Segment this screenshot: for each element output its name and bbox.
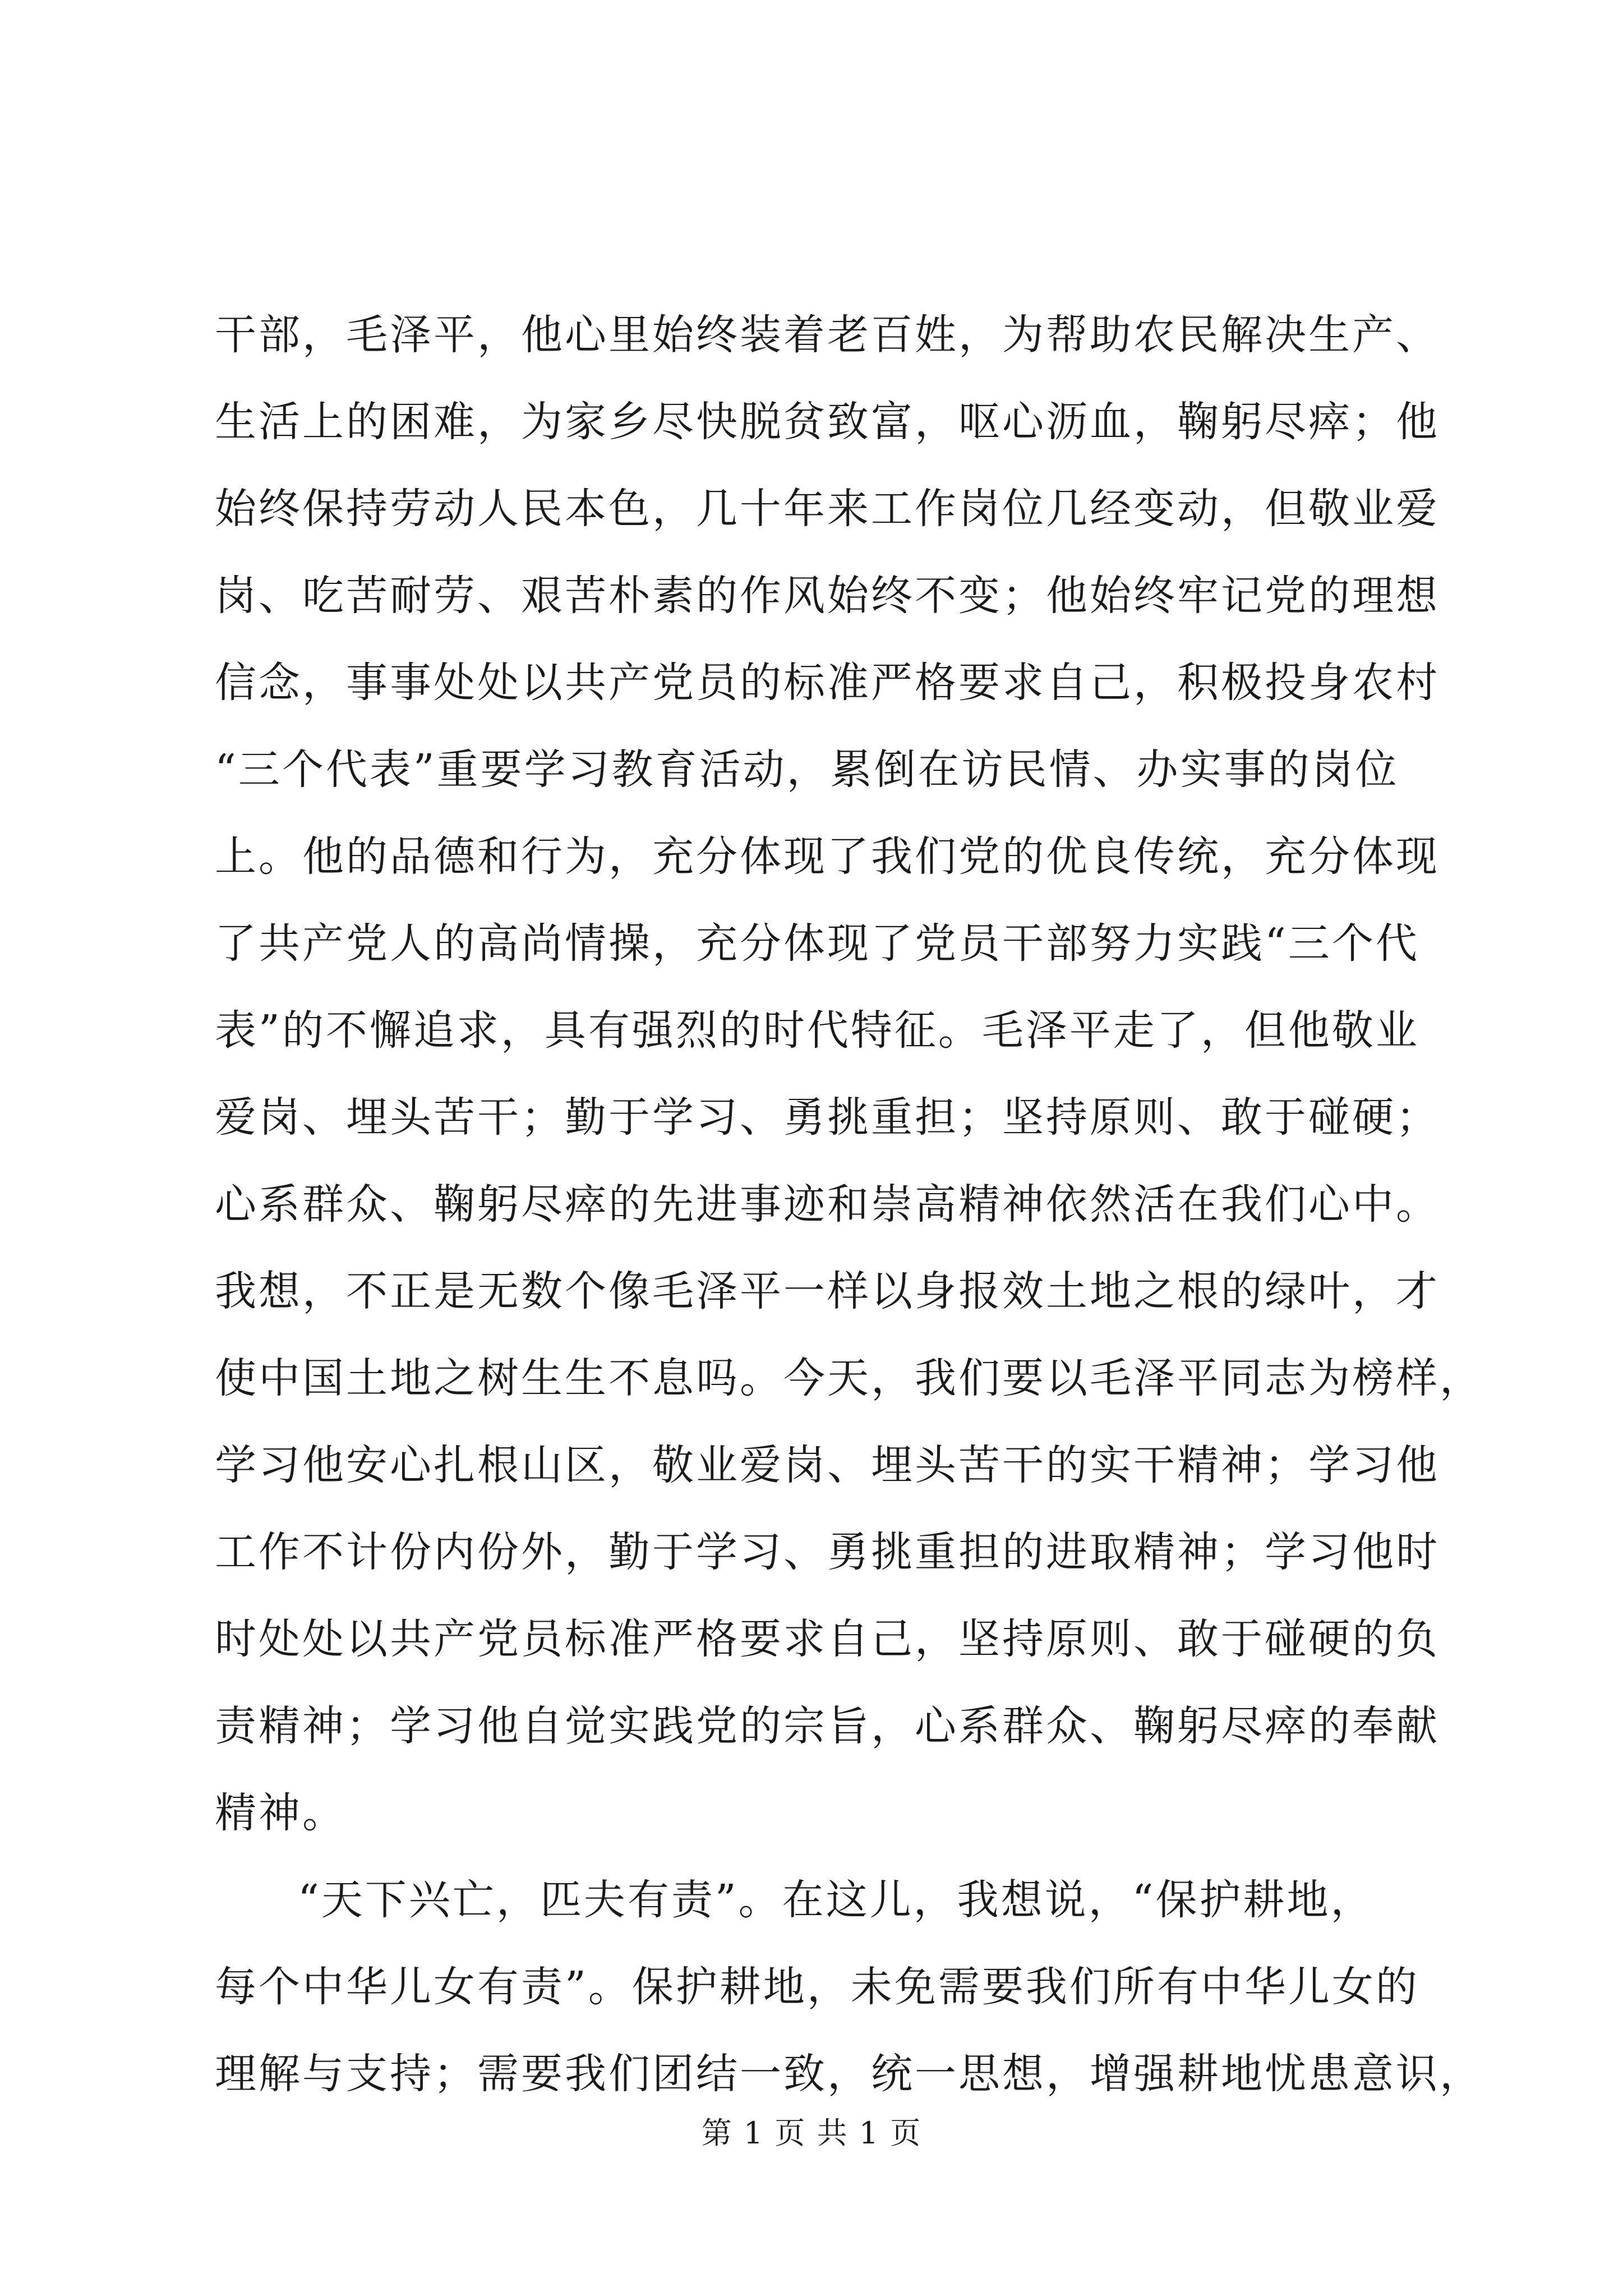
text-line: 责精神；学习他自觉实践党的宗旨，心系群众、鞠躬尽瘁的奉献: [215, 1702, 1440, 1750]
text-line: 上。他的品德和行为，充分体现了我们党的优良传统，充分体现: [215, 832, 1440, 881]
text-line: 理解与支持；需要我们团结一致，统一思想，增强耕地忧患意识，: [215, 2050, 1483, 2098]
text-line: 岗、吃苦耐劳、艰苦朴素的作风始终不变；他始终牢记党的理想: [215, 572, 1440, 620]
text-line: 干部，毛泽平，他心里始终装着老百姓，为帮助农民解决生产、: [215, 311, 1440, 359]
text-line: 始终保持劳动人民本色，几十年来工作岗位几经变动，但敬业爱: [215, 485, 1440, 533]
text-line: 我想，不正是无数个像毛泽平一样以身报效土地之根的绿叶，才: [215, 1267, 1440, 1315]
text-line: “三个代表”重要学习教育活动，累倒在访民情、办实事的岗位: [215, 746, 1399, 794]
text-line: 使中国土地之树生生不息吗。今天，我们要以毛泽平同志为榜样，: [215, 1354, 1483, 1402]
text-line: 生活上的困难，为家乡尽快脱贫致富，呕心沥血，鞠躬尽瘁；他: [215, 398, 1440, 446]
text-line: 精神。: [215, 1789, 346, 1837]
text-line: 学习他安心扎根山区，敬业爱岗、埋头苦干的实干精神；学习他: [215, 1441, 1440, 1489]
text-line: 工作不计份内份外，勤于学习、勇挑重担的进取精神；学习他时: [215, 1528, 1440, 1576]
page-footer: 第 1 页 共 1 页: [701, 2115, 922, 2151]
text-line: 了共产党人的高尚情操，充分体现了党员干部努力实践“三个代: [215, 919, 1419, 968]
text-line: 信念，事事处处以共产党员的标准严格要求自己，积极投身农村: [215, 659, 1440, 707]
paragraph-start-line: “天下兴亡，匹夫有责”。在这儿，我想说，“保护耕地，: [298, 1876, 1375, 1924]
text-line: 表”的不懈追求，具有强烈的时代特征。毛泽平走了，但他敬业: [215, 1006, 1419, 1055]
text-line: 爱岗、埋头苦干；勤于学习、勇挑重担；坚持原则、敢于碰硬；: [215, 1093, 1440, 1142]
text-line: 每个中华儿女有责”。保护耕地，未免需要我们所有中华儿女的: [215, 1963, 1419, 2011]
text-line: 时处处以共产党员标准严格要求自己，坚持原则、敢于碰硬的负: [215, 1615, 1440, 1663]
text-line: 心系群众、鞠躬尽瘁的先进事迹和崇高精神依然活在我们心中。: [215, 1180, 1440, 1228]
body-text: [215, 292, 1483, 2118]
